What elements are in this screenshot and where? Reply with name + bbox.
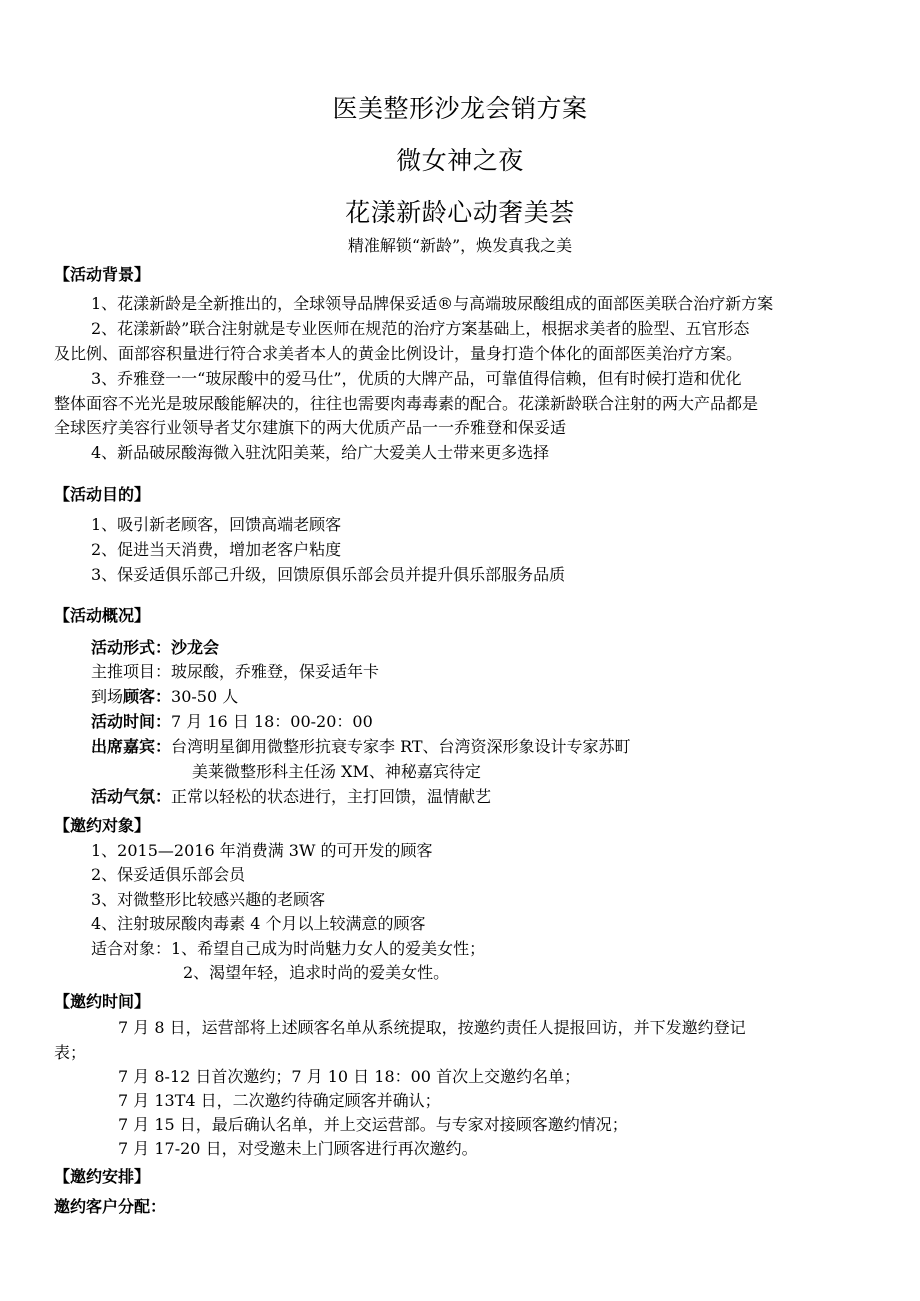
section-heading-arrangement: 【邀约安排】 bbox=[54, 1167, 151, 1186]
overview-form bbox=[91, 637, 219, 659]
overview-vip bbox=[91, 736, 631, 758]
targets-item-4: 4、注射玻尿酸肉毒素 4 个月以上较满意的顾客 bbox=[91, 914, 426, 933]
document-title: 医美整形沙龙会销方案 bbox=[332, 94, 588, 123]
overview-atmosphere-value: 正常以轻松的状态进行，主打回馈，温情献艺 bbox=[171, 787, 492, 806]
overview-atmosphere bbox=[91, 786, 491, 808]
overview-project bbox=[91, 661, 379, 683]
targets-suitable-line-2: 2、渴望年轻，追求时尚的爱美女性。 bbox=[183, 963, 450, 982]
section-heading-purpose: 【活动目的】 bbox=[54, 485, 151, 504]
schedule-item-5: 7 月 17-20 日，对受邀未上门顾客进行再次邀约。 bbox=[118, 1139, 478, 1158]
overview-project-value: 玻尿酸，乔雅登，保妥适年卡 bbox=[171, 662, 380, 681]
overview-guests-value: 30-50 人 bbox=[171, 687, 239, 706]
overview-guests-label-a: 到场 bbox=[91, 687, 124, 706]
schedule-item-1-line-2: 表； bbox=[54, 1043, 87, 1062]
background-item-2-line-2: 及比例、面部容积量进行符合求美者本人的黄金比例设计，量身打造个体化的面部医美治疗方案。 bbox=[54, 344, 743, 363]
overview-project-label: 主推项目： bbox=[91, 662, 172, 681]
background-item-2-line-1: 2、花漾新龄”联合注射就是专业医师在规范的治疗方案基础上，根据求美者的脸型、五官形态 bbox=[91, 319, 750, 338]
overview-form-value: 沙龙会 bbox=[171, 638, 220, 657]
section-heading-targets: 【邀约对象】 bbox=[54, 816, 151, 835]
overview-time-value: 7 月 16 日 18：00-20：00 bbox=[171, 712, 373, 731]
schedule-item-3: 7 月 13T4 日，二次邀约待确定顾客并确认； bbox=[118, 1091, 441, 1110]
document-subtitle-2: 花漾新龄心动奢美荟 bbox=[345, 198, 575, 227]
section-heading-schedule: 【邀约时间】 bbox=[54, 992, 151, 1011]
background-item-3-line-2: 整体面容不光光是玻尿酸能解决的，往往也需要肉毒毒素的配合。花漾新龄联合注射的两大产品都是 bbox=[54, 394, 759, 413]
overview-time bbox=[91, 711, 373, 733]
section-heading-overview: 【活动概况】 bbox=[54, 606, 151, 625]
overview-vip-label: 出席嘉宾： bbox=[91, 737, 172, 756]
overview-form-label: 活动形式： bbox=[91, 638, 172, 657]
background-item-3-line-1: 3、乔雅登一一“玻尿酸中的爱马仕”，优质的大牌产品，可靠值得信赖，但有时候打造和优化 bbox=[91, 369, 742, 388]
targets-item-3: 3、对微整形比较感兴趣的老顾客 bbox=[91, 890, 326, 909]
purpose-item-3: 3、保妥适俱乐部己升级，回馈原俱乐部会员并提升俱乐部服务品质 bbox=[91, 565, 566, 584]
overview-atmosphere-label: 活动气氛： bbox=[91, 787, 172, 806]
schedule-item-1-line-1: 7 月 8 日，运营部将上述顾客名单从系统提取，按邀约责任人提报回访，并下发邀约登记 bbox=[118, 1018, 746, 1037]
background-item-3-line-3: 全球医疗美容行业领导者艾尔建旗下的两大优质产品一一乔雅登和保妥适 bbox=[54, 418, 567, 437]
overview-vip-value-line-2: 美莱微整形科主任汤 XM、神秘嘉宾待定 bbox=[192, 762, 481, 781]
targets-item-2: 2、保妥适俱乐部会员 bbox=[91, 865, 246, 884]
overview-time-label: 活动时间： bbox=[91, 712, 172, 731]
section-heading-background: 【活动背景】 bbox=[54, 265, 151, 284]
document-subtitle-1: 微女神之夜 bbox=[396, 146, 524, 175]
document-tagline: 精准解锁“新龄”，焕发真我之美 bbox=[347, 236, 573, 255]
background-item-1: 1、花漾新龄是全新推出的，全球领导品牌保妥适®与高端玻尿酸组成的面部医美联合治疗新方案 bbox=[91, 294, 774, 313]
targets-suitable-line-1: 适合对象：1、希望自己成为时尚魅力女人的爱美女性； bbox=[91, 939, 486, 958]
overview-guests bbox=[91, 686, 238, 708]
purpose-item-1: 1、吸引新老顾客，回馈高端老顾客 bbox=[91, 515, 342, 534]
overview-guests-label-b: 顾客： bbox=[123, 687, 172, 706]
schedule-item-2: 7 月 8-12 日首次邀约；7 月 10 日 18：00 首次上交邀约名单； bbox=[118, 1067, 581, 1086]
purpose-item-2: 2、促进当天消费，增加老客户粘度 bbox=[91, 540, 342, 559]
background-item-4: 4、新品破尿酸海微入驻沈阳美莱，给广大爱美人士带来更多选择 bbox=[91, 443, 550, 462]
overview-vip-value-line-1: 台湾明星御用微整形抗衰专家李 RT、台湾资深形象设计专家苏町 bbox=[171, 737, 631, 756]
arrangement-allocation: 邀约客户分配： bbox=[54, 1197, 167, 1216]
schedule-item-4: 7 月 15 日，最后确认名单，并上交运营部。与专家对接顾客邀约情况； bbox=[118, 1115, 628, 1134]
targets-item-1: 1、2015—2016 年消费满 3W 的可开发的顾客 bbox=[91, 841, 433, 860]
